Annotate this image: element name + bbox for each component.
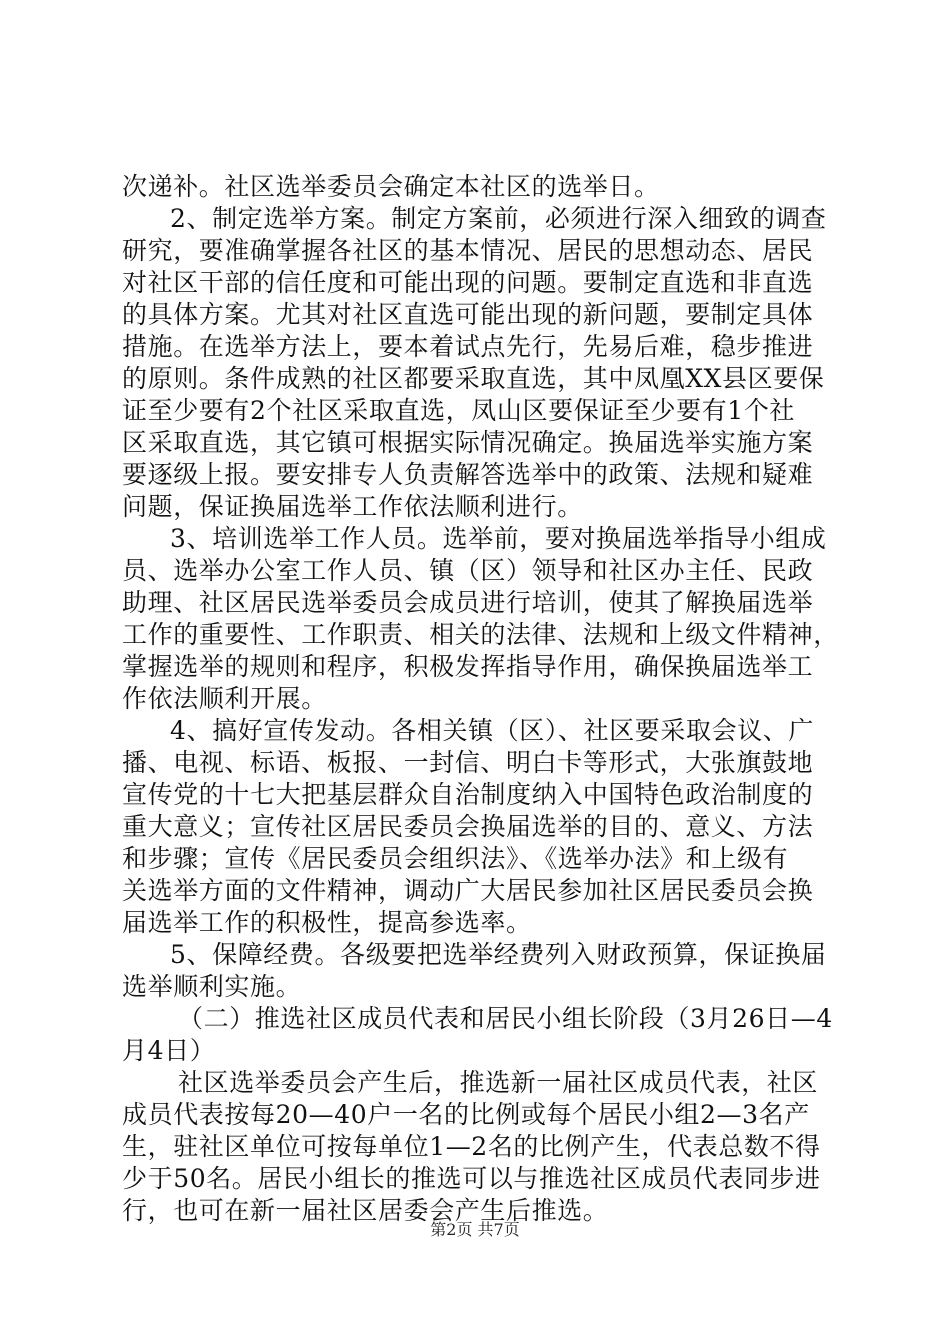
body-line: 2、制定选举方案。制定方案前，必须进行深入细致的调查 (170, 204, 827, 233)
body-line: 少于50名。居民小组长的推选可以与推选社区成员代表同步进 (122, 1164, 821, 1193)
body-line: 证至少要有2个社区采取直选，凤山区要保证至少要有1个社 (122, 396, 796, 425)
body-line: 宣传党的十七大把基层群众自治制度纳入中国特色政治制度的 (122, 780, 814, 809)
body-line: 和步骤；宣传《居民委员会组织法》、《选举办法》和上级有 (122, 844, 789, 873)
body-line: 问题，保证换届选举工作依法顺利进行。 (122, 492, 583, 521)
body-line: 选举顺利实施。 (122, 972, 302, 1001)
body-line: 的原则。条件成熟的社区都要采取直选，其中凤凰XX县区要保 (122, 364, 825, 393)
body-line: 次递补。社区选举委员会确定本社区的选举日。 (122, 172, 660, 201)
body-line: 对社区干部的信任度和可能出现的问题。要制定直选和非直选 (122, 268, 814, 297)
body-line: 届选举工作的积极性，提高参选率。 (122, 908, 532, 937)
body-line: 的具体方案。尤其对社区直选可能出现的新问题，要制定具体 (122, 300, 814, 329)
body-line: 助理、社区居民选举委员会成员进行培训，使其了解换届选举 (122, 588, 814, 617)
body-line: 4、搞好宣传发动。各相关镇（区）、社区要采取会议、广 (170, 716, 815, 745)
page-footer: 第2页 共7页 (430, 1220, 520, 1239)
section-heading-line: （二）推选社区成员代表和居民小组长阶段（3月26日—4 (178, 1004, 833, 1033)
body-line: 关选举方面的文件精神，调动广大居民参加社区居民委员会换 (122, 876, 814, 905)
body-line: 播、电视、标语、板报、一封信、明白卡等形式，大张旗鼓地 (122, 748, 814, 777)
section-heading-line: 月4日） (122, 1036, 216, 1065)
body-line: 员、选举办公室工作人员、镇（区）领导和社区办主任、民政 (122, 556, 814, 585)
body-line: 5、保障经费。各级要把选举经费列入财政预算，保证换届 (170, 940, 827, 969)
body-line: 工作的重要性、工作职责、相关的法律、法规和上级文件精神， (122, 620, 839, 649)
body-line: 社区选举委员会产生后，推选新一届社区成员代表，社区 (178, 1068, 819, 1097)
body-line: 区采取直选，其它镇可根据实际情况确定。换届选举实施方案 (122, 428, 814, 457)
document-body (122, 171, 839, 1227)
body-line: 作依法顺利开展。 (122, 684, 327, 713)
body-line: 重大意义；宣传社区居民委员会换届选举的目的、意义、方法 (122, 812, 814, 841)
body-line: 生，驻社区单位可按每单位1—2名的比例产生，代表总数不得 (122, 1132, 821, 1161)
body-line: 研究，要准确掌握各社区的基本情况、居民的思想动态、居民 (122, 236, 814, 265)
body-line: 措施。在选举方法上，要本着试点先行，先易后难，稳步推进 (122, 332, 814, 361)
body-line: 3、培训选举工作人员。选举前，要对换届选举指导小组成 (170, 524, 827, 553)
body-line: 成员代表按每20—40户一名的比例或每个居民小组2—3名产 (122, 1100, 810, 1129)
body-line: 要逐级上报。要安排专人负责解答选举中的政策、法规和疑难 (122, 460, 814, 489)
body-line: 掌握选举的规则和程序，积极发挥指导作用，确保换届选举工 (122, 652, 814, 681)
body-line: 行，也可在新一届社区居委会产生后推选。 (122, 1196, 609, 1225)
